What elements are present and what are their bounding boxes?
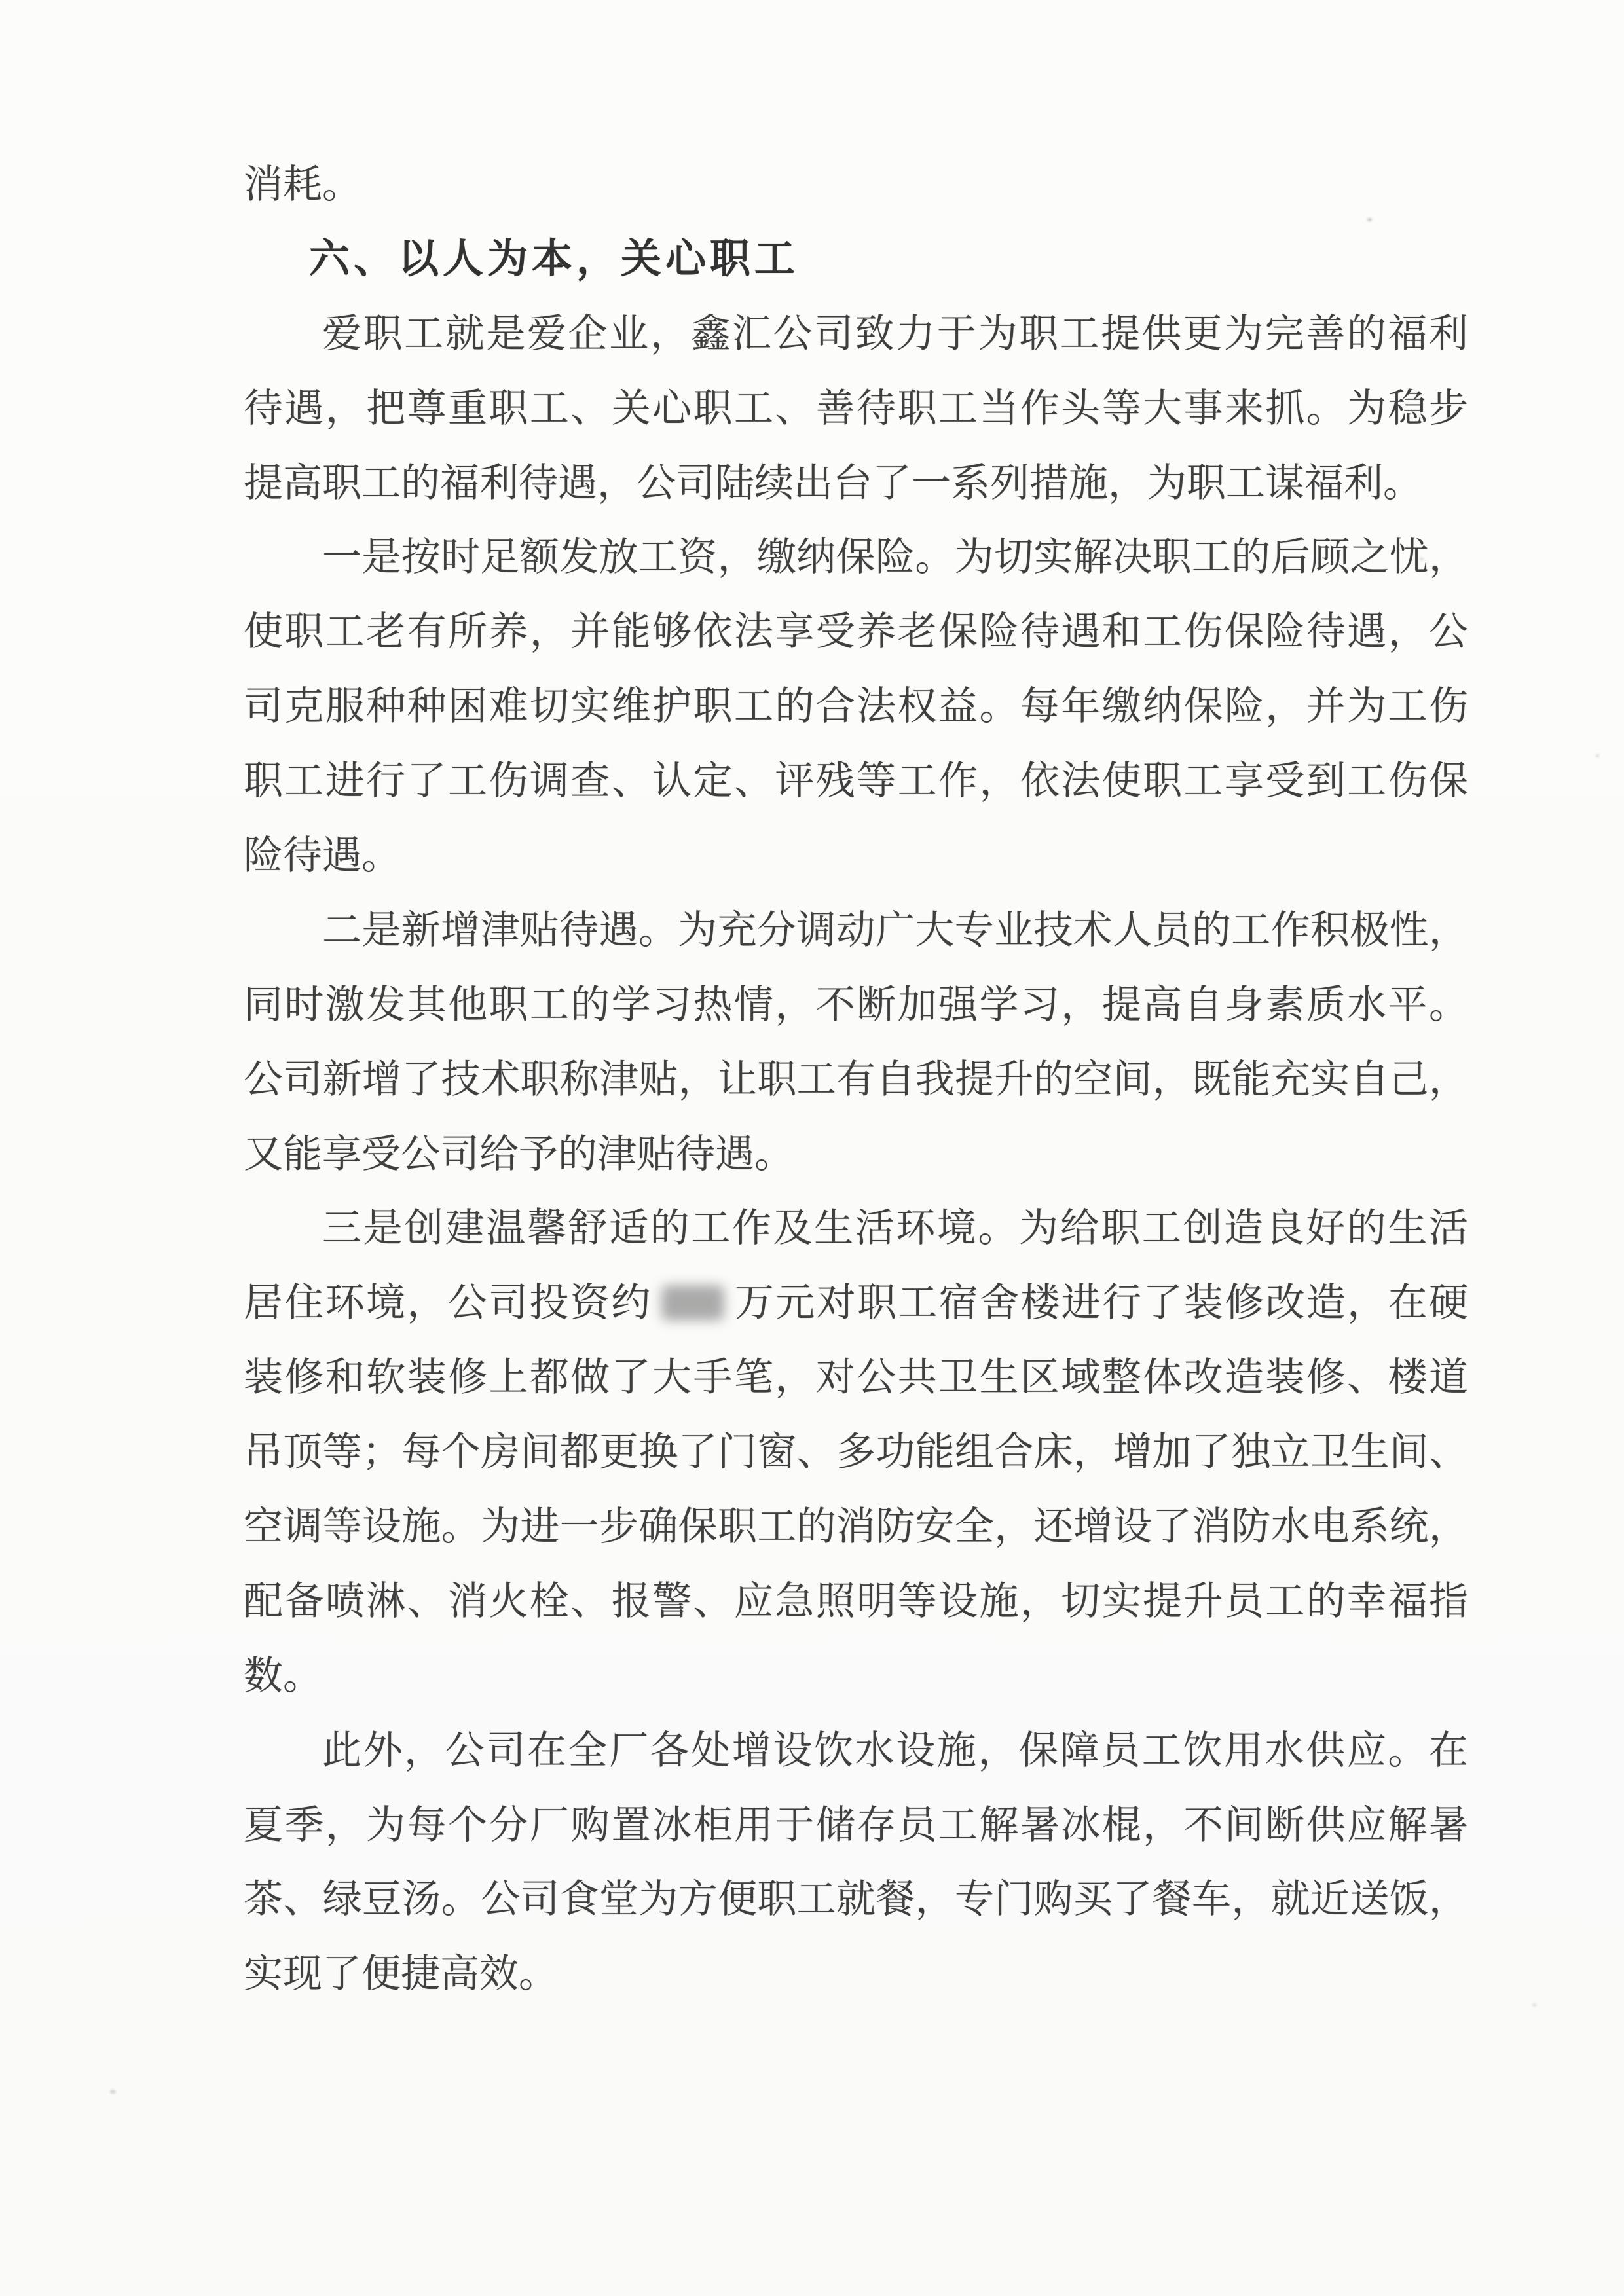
text-line: 配备喷淋、消火栓、报警、应急照明等设施，切实提升员工的幸福指 — [244, 1579, 1468, 1623]
text-line: 一是按时足额发放工资，缴纳保险。为切实解决职工的后顾之忧， — [322, 536, 1468, 579]
text-line: 消耗。 — [244, 163, 361, 206]
text-line: 公司新增了技术职称津贴，让职工有自我提升的空间，既能充实自己， — [244, 1057, 1468, 1101]
scan-artifact — [1367, 218, 1372, 221]
text-line: 数。 — [244, 1654, 322, 1698]
text-line: 吊顶等；每个房间都更换了门窗、多功能组合床，增加了独立卫生间、 — [244, 1430, 1468, 1474]
text-line-with-redaction — [244, 1266, 1468, 1341]
text-line: 二是新增津贴待遇。为充分调动广大专业技术人员的工作积极性， — [322, 908, 1468, 952]
text-line: 实现了便捷高效。 — [244, 1952, 558, 1996]
text-line: 提高职工的福利待遇，公司陆续出台了一系列措施，为职工谋福利。 — [244, 461, 1422, 505]
scan-artifact — [1532, 2003, 1536, 2007]
text-line: 三是创建温馨舒适的工作及生活环境。为给职工创造良好的生活 — [322, 1207, 1468, 1250]
document-text-block — [244, 148, 1468, 2012]
text-line: 此外，公司在全厂各处增设饮水设施，保障员工饮用水供应。在 — [322, 1728, 1468, 1772]
redaction-blur — [661, 1285, 724, 1321]
text-line: 险待遇。 — [244, 834, 401, 878]
text-line: 夏季，为每个分厂购置冰柜用于储存员工解暑冰棍，不间断供应解暑 — [244, 1803, 1468, 1847]
text-line: 又能享受公司给予的津贴待遇。 — [244, 1132, 794, 1176]
text-line: 职工进行了工伤调查、认定、评残等工作，依法使职工享受到工伤保 — [244, 759, 1468, 803]
scan-artifact — [1596, 754, 1599, 757]
text-line: 装修和软装修上都做了大手笔，对公共卫生区域整体改造装修、楼道 — [244, 1356, 1468, 1400]
text-line: 空调等设施。为进一步确保职工的消防安全，还增设了消防水电系统， — [244, 1505, 1468, 1549]
text-line: 待遇，把尊重职工、关心职工、善待职工当作头等大事来抓。为稳步 — [244, 386, 1468, 430]
text-segment: 居住环境，公司投资约 — [244, 1281, 652, 1325]
text-line: 爱职工就是爱企业，鑫汇公司致力于为职工提供更为完善的福利 — [322, 312, 1468, 355]
text-segment: 万元对职工宿舍楼进行了装修改造，在硬 — [733, 1281, 1469, 1325]
text-line: 同时激发其他职工的学习热情，不断加强学习，提高自身素质水平。 — [244, 983, 1468, 1027]
text-line: 茶、绿豆汤。公司食堂为方便职工就餐，专门购买了餐车，就近送饭， — [244, 1878, 1468, 1922]
section-heading: 六、以人为本，关心职工 — [309, 236, 800, 282]
scan-artifact — [110, 2090, 116, 2094]
text-line: 司克服种种困难切实维护职工的合法权益。每年缴纳保险，并为工伤 — [244, 685, 1468, 729]
text-line: 使职工老有所养，并能够依法享受养老保险待遇和工伤保险待遇，公 — [244, 610, 1468, 654]
scan-artifact — [1420, 558, 1424, 560]
